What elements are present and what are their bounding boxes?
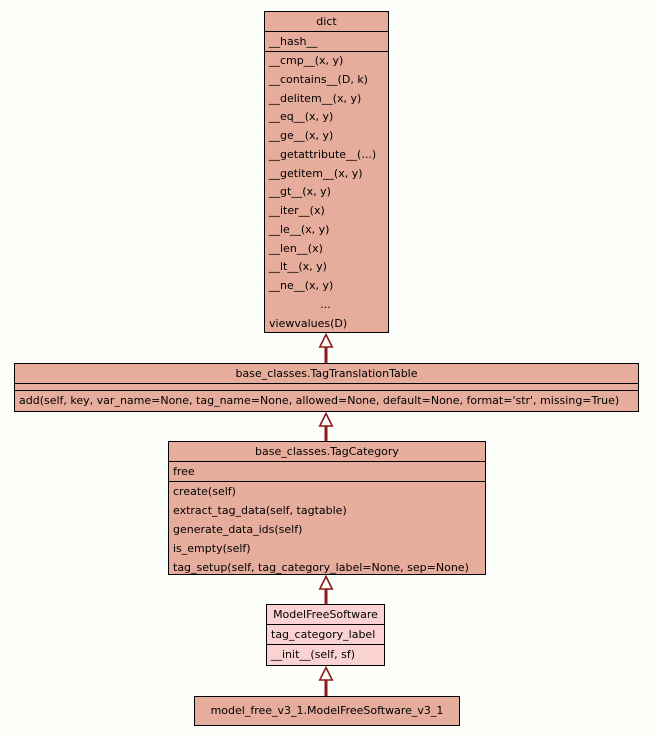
class-title: dict [316, 15, 337, 28]
method-row: __le__(x, y) [269, 222, 330, 236]
methods-section [169, 481, 485, 575]
method-row: __contains__(D, k) [269, 72, 368, 86]
class-title: base_classes.TagCategory [255, 445, 399, 458]
class-box-tag-category[interactable] [168, 441, 486, 575]
method-row: __init__(self, sf) [271, 648, 356, 661]
methods-section [267, 644, 384, 665]
inheritance-arrow-modelfreesoftware-to-tagcategory [318, 575, 334, 604]
attribute-row: __hash__ [269, 35, 318, 48]
method-row: is_empty(self) [173, 542, 251, 555]
class-box-model-free-v3-1[interactable] [194, 696, 460, 726]
attribute-row: free [173, 465, 195, 478]
inheritance-arrow-modelfreev31-to-modelfreesoftware [318, 666, 334, 696]
inheritance-arrow-tagtranslationtable-to-dict [318, 333, 334, 363]
class-box-model-free-software[interactable] [266, 604, 385, 666]
method-row: __delitem__(x, y) [269, 91, 362, 105]
method-row: __getitem__(x, y) [269, 166, 363, 180]
inheritance-arrow-tagcategory-to-tagtranslationtable [318, 412, 334, 441]
method-row: __gt__(x, y) [269, 185, 331, 199]
attributes-section [15, 383, 638, 390]
class-title: base_classes.TagTranslationTable [235, 367, 418, 380]
class-title: model_free_v3_1.ModelFreeSoftware_v3_1 [210, 704, 444, 717]
attributes-section [169, 461, 485, 481]
attributes-section [265, 31, 388, 51]
method-row: __ge__(x, y) [269, 129, 334, 142]
method-row: __len__(x) [269, 241, 323, 255]
methods-section [15, 390, 638, 411]
attribute-row: tag_category_label [271, 628, 376, 641]
method-row: add(self, key, var_name=None, tag_name=None, allowed=None, default=None, format='str', missing=True) [19, 394, 620, 407]
method-row: __getattribute__(...) [269, 147, 377, 161]
method-row: __ne__(x, y) [269, 279, 334, 292]
method-row: __eq__(x, y) [269, 110, 334, 124]
class-box-tag-translation-table[interactable] [14, 363, 639, 412]
method-row: generate_data_ids(self) [173, 523, 303, 536]
method-row: ... [320, 297, 331, 311]
method-row: __lt__(x, y) [269, 260, 327, 274]
methods-section [265, 51, 388, 333]
attributes-section [267, 624, 384, 644]
method-row: tag_setup(self, tag_category_label=None, sep=None) [173, 561, 469, 574]
method-row: __iter__(x) [269, 204, 325, 217]
method-row: __cmp__(x, y) [269, 54, 344, 67]
class-box-dict[interactable] [264, 11, 389, 333]
class-title: ModelFreeSoftware [273, 608, 378, 621]
method-row: create(self) [173, 485, 236, 498]
method-row: viewvalues(D) [269, 316, 348, 330]
method-row: extract_tag_data(self, tagtable) [173, 504, 347, 517]
